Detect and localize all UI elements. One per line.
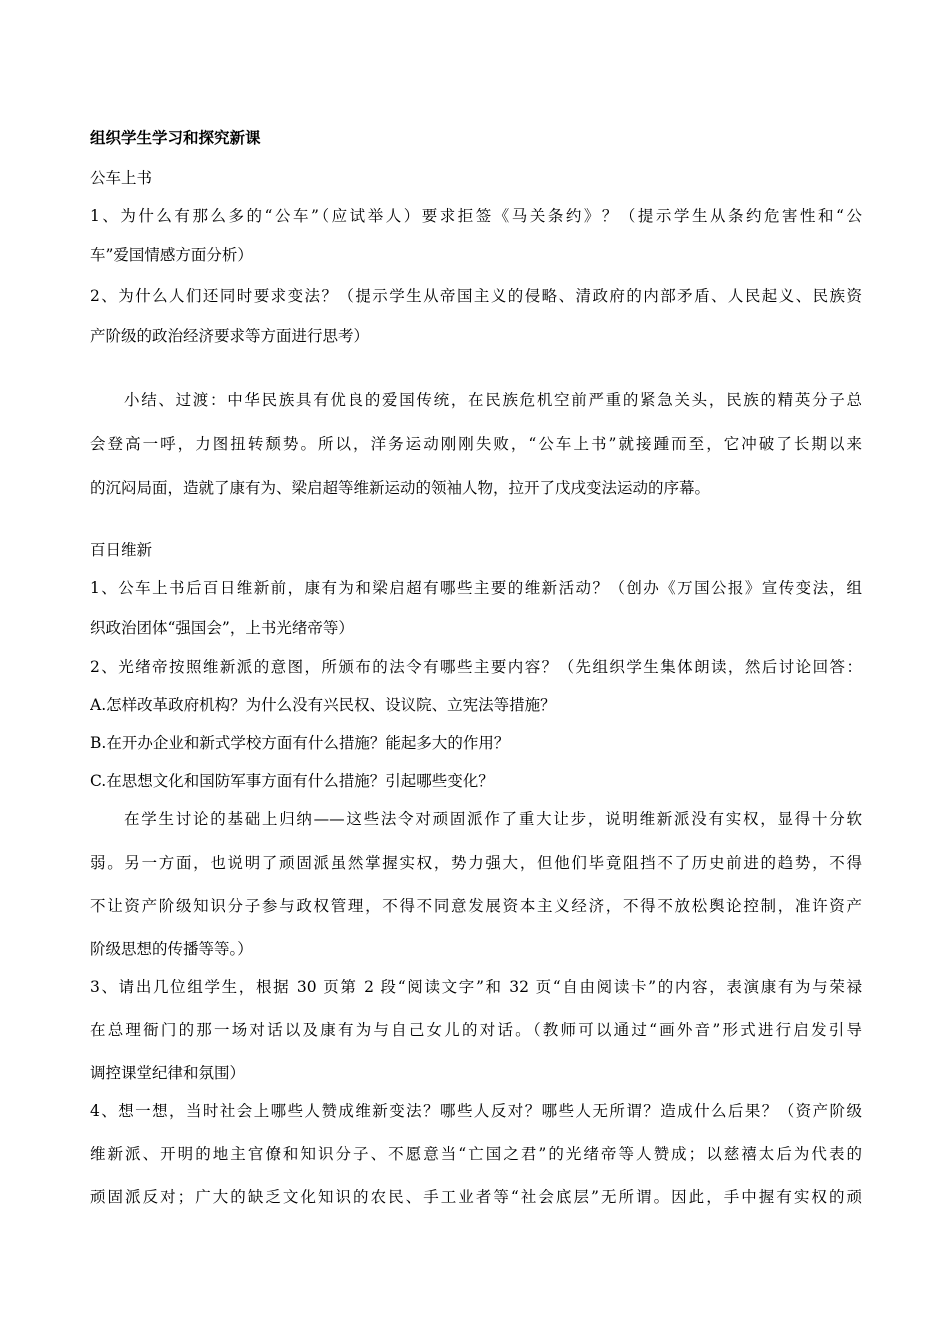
- document-heading: 组织学生学习和探究新课: [90, 128, 261, 147]
- section-title-bairi: 百日维新: [90, 541, 153, 559]
- summary-line-1: 小结、过渡：中华民族具有优良的爱国传统，在民族危机空前严重的紧急关头，民族的精英分子总: [124, 391, 862, 409]
- paragraph-2-item-c: C.在思想文化和国防军事方面有什么措施？引起哪些变化？: [90, 772, 494, 790]
- paragraph-4-line-3: 顽固派反对；广大的缺乏文化知识的农民、手工业者等“社会底层”无所谓。因此，手中握有实权的顽: [90, 1188, 862, 1206]
- question-1-line-1: 1、为什么有那么多的“公车”（应试举人）要求拒签《马关条约》？（提示学生从条约危害性和“公: [90, 207, 862, 225]
- conclusion-line-3: 不让资产阶级知识分子参与政权管理，不得不同意发展资本主义经济，不得不放松舆论控制，准许资产: [90, 897, 862, 915]
- paragraph-3-line-3: 调控课堂纪律和氛围）: [90, 1064, 246, 1082]
- question-2-line-2: 产阶级的政治经济要求等方面进行思考）: [90, 327, 370, 345]
- paragraph-4-line-1: 4、想一想，当时社会上哪些人赞成维新变法？哪些人反对？哪些人无所谓？造成什么后果？（资产阶级: [90, 1102, 862, 1120]
- conclusion-line-1: 在学生讨论的基础上归纳——这些法令对顽固派作了重大让步，说明维新派没有实权，显得十分软: [124, 810, 862, 828]
- conclusion-line-2: 弱。另一方面，也说明了顽固派虽然掌握实权，势力强大，但他们毕竟阻挡不了历史前进的趋势，不得: [90, 854, 862, 872]
- summary-line-2: 会登高一呼，力图扭转颓势。所以，洋务运动刚刚失败，“公车上书”就接踵而至，它冲破了长期以来: [90, 435, 862, 453]
- summary-line-3: 的沉闷局面，造就了康有为、梁启超等维新运动的领袖人物，拉开了戊戌变法运动的序幕。: [90, 479, 711, 497]
- paragraph-3-line-2: 在总理衙门的那一场对话以及康有为与自己女儿的对话。（教师可以通过“画外音”形式进行启发引导: [90, 1021, 862, 1039]
- section-title-gongche: 公车上书: [90, 169, 153, 187]
- paragraph-2-item-b: B.在开办企业和新式学校方面有什么措施？能起多大的作用？: [90, 734, 510, 752]
- paragraph-1-line-2: 织政治团体“强国会”，上书光绪帝等）: [90, 619, 354, 637]
- question-1-line-2: 车”爱国情感方面分析）: [90, 246, 253, 264]
- paragraph-3-line-1: 3、请出几位组学生，根据 30 页第 2 段“阅读文字”和 32 页“自由阅读卡”的内容，表演康有为与荣禄: [90, 978, 862, 996]
- paragraph-4-line-2: 维新派、开明的地主官僚和知识分子、不愿意当“亡国之君”的光绪帝等人赞成；以慈禧太后为代表的: [90, 1145, 862, 1163]
- conclusion-line-4: 阶级思想的传播等等。）: [90, 940, 253, 958]
- paragraph-2-line-1: 2、光绪帝按照维新派的意图，所颁布的法令有哪些主要内容？（先组织学生集体朗读，然后讨论回答：: [90, 658, 862, 676]
- paragraph-1-line-1: 1、公车上书后百日维新前，康有为和梁启超有哪些主要的维新活动？（创办《万国公报》宣传变法，组: [90, 579, 862, 597]
- question-2-line-1: 2、为什么人们还同时要求变法？（提示学生从帝国主义的侵略、清政府的内部矛盾、人民起义、民族资: [90, 287, 862, 305]
- paragraph-2-item-a: A.怎样改革政府机构？为什么没有兴民权、设议院、立宪法等措施？: [90, 696, 556, 714]
